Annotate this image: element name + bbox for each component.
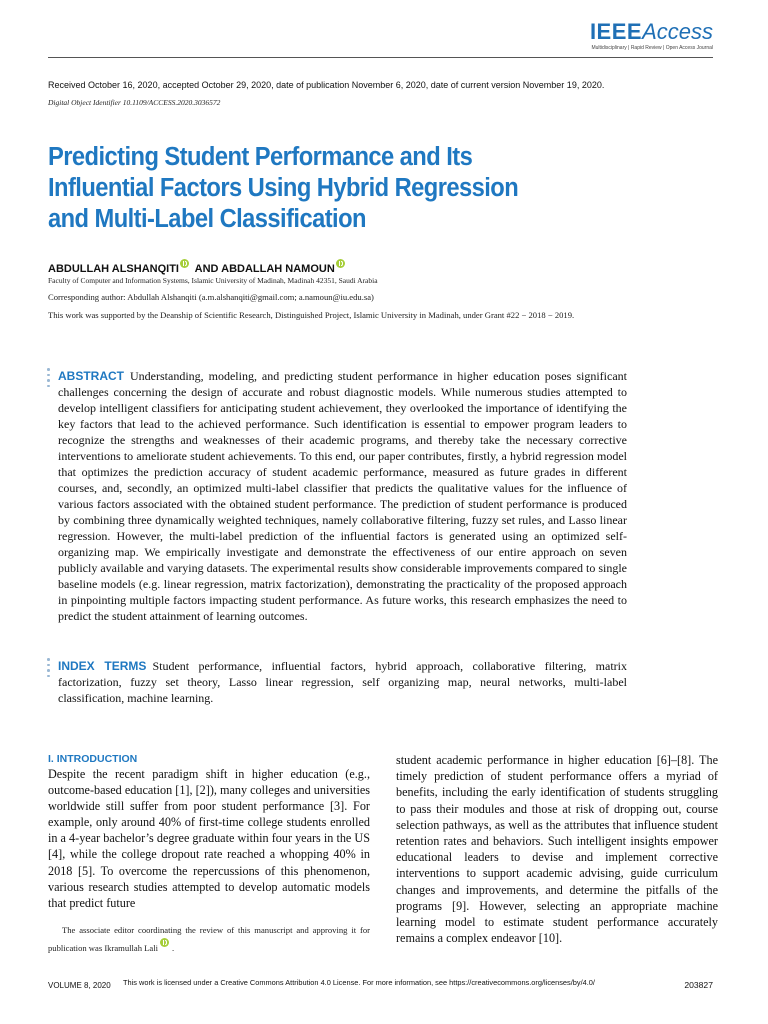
journal-name: IEEEAccess bbox=[589, 19, 713, 44]
abstract-label: ABSTRACT bbox=[58, 369, 124, 383]
abstract bbox=[58, 368, 627, 624]
section-heading: I. INTRODUCTION bbox=[48, 753, 138, 765]
footer-volume: VOLUME 8, 2020 bbox=[48, 981, 111, 990]
right-column bbox=[396, 752, 718, 946]
intro-text-right: student academic performance in higher education [6]–[8]. The timely prediction of student performance offers a myriad of benefits, including the early identification of students struggling to pass their modules and those at risk of dropping out, course selection pathways, as well as the attributes that influence student retention rates and behaviors. Such intelligent insights empower educational leaders to devise and implement corrective interventions to support academic advising, guide curriculum changes and improvements, and determine the pitfalls of the programs [9]. However, selecting an appropriate machine learning model to estimate student performance accurately remains a complex endeavor [10]. bbox=[396, 753, 718, 946]
journal-logo bbox=[590, 20, 713, 51]
author-connector: AND bbox=[194, 263, 219, 275]
header-rule bbox=[48, 57, 713, 58]
author-line bbox=[48, 259, 348, 275]
author-name[interactable]: ABDULLAH ALSHANQITI bbox=[48, 263, 179, 275]
orcid-icon[interactable] bbox=[336, 259, 345, 268]
abstract-marker bbox=[47, 368, 51, 390]
orcid-icon[interactable] bbox=[160, 938, 169, 947]
title-line: Influential Factors Using Hybrid Regression bbox=[48, 174, 519, 202]
orcid-icon[interactable] bbox=[180, 259, 189, 268]
index-terms bbox=[58, 658, 627, 706]
corresponding-author: Corresponding author: Abdullah Alshanqiti (a.m.alshanqiti@gmail.com; a.namoun@iu.edu.sa) bbox=[48, 292, 374, 302]
editor-footnote: The associate editor coordinating the review of this manuscript and approving it for publication was Ikramullah Lali . bbox=[48, 925, 370, 953]
footnote-text: The associate editor coordinating the review of this manuscript and approving it for publication was Ikramullah Lali bbox=[48, 925, 370, 953]
page-number: 203827 bbox=[684, 980, 713, 990]
abstract-text: Understanding, modeling, and predicting student performance in higher education poses significant challenges concerning the design of accurate and robust diagnostic models. While numerous studies attempted to develop intelligent classifiers for anticipating student achievement, they overlooked the importance of identifying the key factors that lead to the achieved performance. Such identification is essential to empower program leaders to recognize the strengths and weaknesses of their academic programs, and thereby take the necessary corrective interventions to ameliorate student achievements. To this end, our paper contributes, firstly, a hybrid regression model that optimizes the prediction accuracy of student academic performance, measured as future grades in different courses, and, secondly, an optimized multi-label classifier that predicts the qualitative values for the influence of various factors associated with the obtained student performance. The prediction of student performance is produced by combining three dynamically weighted techniques, namely collaborative filtering, fuzzy set rules, and Lasso linear regression. However, the multi-label prediction of the influential factors is generated using an optimized self-organizing map. We empirically investigate and demonstrate the effectiveness of our entire approach on seven publicly available and varying datasets. The experimental results show considerable improvements compared to single baseline models (e.g. linear regression, matrix factorization), demonstrating the practicality of the proposed approach in pinpointing multiple factors impacting student performance. As future works, this research emphasizes the need to predict the student attainment of learning outcomes. bbox=[58, 369, 627, 623]
intro-text-left: Despite the recent paradigm shift in higher education (e.g., outcome-based education [1], [2]), many colleges and universities worldwide still suffer from poor student performance [3]. For example, only around 40% of first-time college students enrolled in a 4-year bachelor’s degree graduate within four years in the US [4], while the college dropout rate reached a whopping 40% in 2018 [5]. To overcome the repercussions of this phenomenon, various research studies attempted to develop automatic models that predict future bbox=[48, 767, 370, 910]
journal-tagline: Multidisciplinary | Rapid Review | Open Access Journal bbox=[591, 45, 713, 51]
doi-line: Digital Object Identifier 10.1109/ACCESS.2020.3036572 bbox=[48, 98, 221, 107]
paper-title bbox=[48, 142, 569, 235]
received-dates: Received October 16, 2020, accepted October 29, 2020, date of publication November 6, 2020, date of current version November 19, 2020. bbox=[48, 80, 605, 90]
footer-license[interactable]: This work is licensed under a Creative Commons Attribution 4.0 License. For more information, see https://creativecommons.org/licenses/by/4.0/ bbox=[123, 978, 595, 987]
affiliation: Faculty of Computer and Information Systems, Islamic University of Madinah, Madinah 42351, Saudi Arabia bbox=[48, 276, 378, 285]
author-name[interactable]: ABDALLAH NAMOUN bbox=[221, 263, 335, 275]
index-terms-marker bbox=[47, 658, 51, 680]
left-column bbox=[48, 752, 370, 911]
title-line: and Multi-Label Classification bbox=[48, 205, 366, 233]
index-terms-label: INDEX TERMS bbox=[58, 659, 147, 673]
funding-note: This work was supported by the Deanship of Scientific Research, Distinguished Project, Islamic University in Madinah, under Grant #22 − 2018 − 2019. bbox=[48, 310, 575, 320]
index-terms-text: Student performance, influential factors, hybrid approach, collaborative filtering, matrix factorization, fuzzy set theory, Lasso linear regression, self organizing map, neural networks, multi-label classification, machine learning. bbox=[58, 659, 627, 705]
title-line: Predicting Student Performance and Its bbox=[48, 143, 473, 171]
